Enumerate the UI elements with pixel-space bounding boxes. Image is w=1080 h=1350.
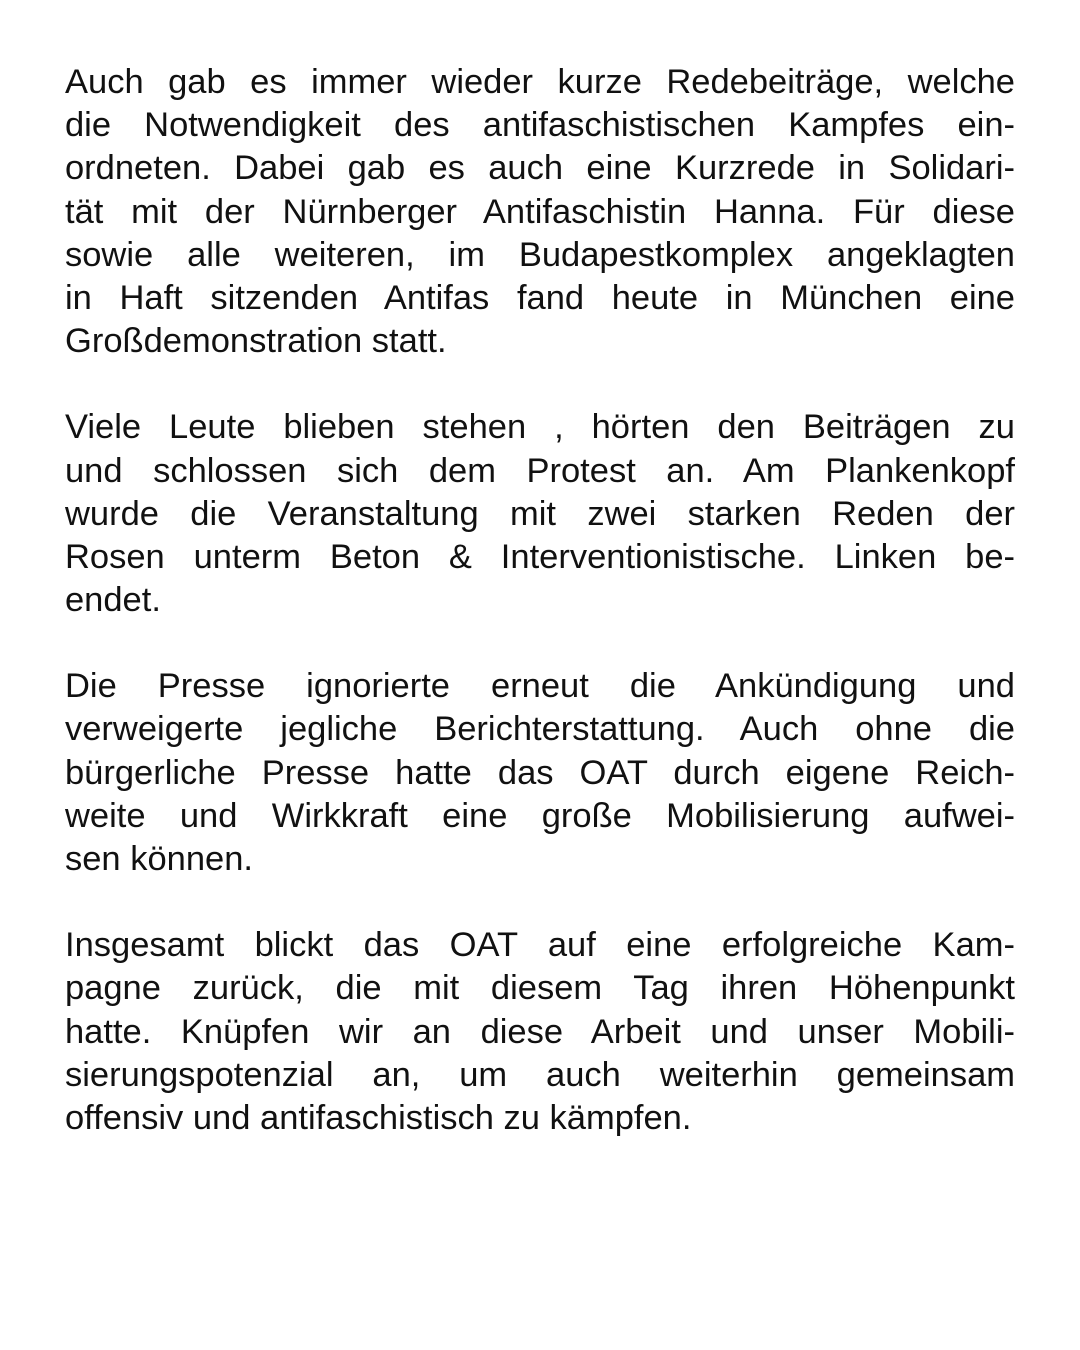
text-line: endet. <box>65 581 161 620</box>
text-line: ordneten. Dabei gab es auch eine Kurzrede in Solidari- <box>65 149 1015 188</box>
text-line: und schlossen sich dem Protest an. Am Plankenkopf <box>65 451 1015 490</box>
text-line: Die Presse ignorierte erneut die Ankündigung und <box>65 667 1015 706</box>
text-line: Insgesamt blickt das OAT auf eine erfolgreiche Kam- <box>65 926 1015 965</box>
text-line: offensiv und antifaschistisch zu kämpfen. <box>65 1098 692 1137</box>
text-line: sierungspotenzial an, um auch weiterhin gemeinsam <box>65 1055 1015 1094</box>
text-line: tät mit der Nürnberger Antifaschistin Hanna. Für diese <box>65 192 1015 231</box>
text-line: sowie alle weiteren, im Budapestkomplex angeklagten <box>65 235 1015 274</box>
text-line: Großdemonstration statt. <box>65 322 447 361</box>
text-line: sen können. <box>65 840 253 878</box>
text-line: Rosen unterm Beton & Interventionistische. Linken be- <box>65 537 1015 576</box>
paragraph-4 <box>65 924 1015 1140</box>
text-line: verweigerte jegliche Berichterstattung. Auch ohne die <box>65 710 1015 749</box>
text-line: hatte. Knüpfen wir an diese Arbeit und unser Mobili- <box>65 1012 1015 1051</box>
text-line: wurde die Veranstaltung mit zwei starken Reden der <box>65 494 1015 533</box>
text-line: pagne zurück, die mit diesem Tag ihren Höhenpunkt <box>65 969 1015 1008</box>
text-line: weite und Wirkkraft eine große Mobilisierung aufwei- <box>65 796 1015 835</box>
paragraph-2 <box>65 406 1015 622</box>
text-line: die Notwendigkeit des antifaschistischen Kampfes ein- <box>65 106 1015 145</box>
paragraph-3 <box>65 665 1015 881</box>
text-line: Viele Leute blieben stehen , hörten den Beiträgen zu <box>65 408 1015 447</box>
text-line: bürgerliche Presse hatte das OAT durch eigene Reich- <box>65 753 1015 792</box>
text-body <box>65 61 1015 1183</box>
paragraph-1 <box>65 61 1015 363</box>
text-line: Auch gab es immer wieder kurze Redebeiträge, welche <box>65 63 1015 101</box>
text-line: in Haft sitzenden Antifas fand heute in München eine <box>65 278 1015 317</box>
